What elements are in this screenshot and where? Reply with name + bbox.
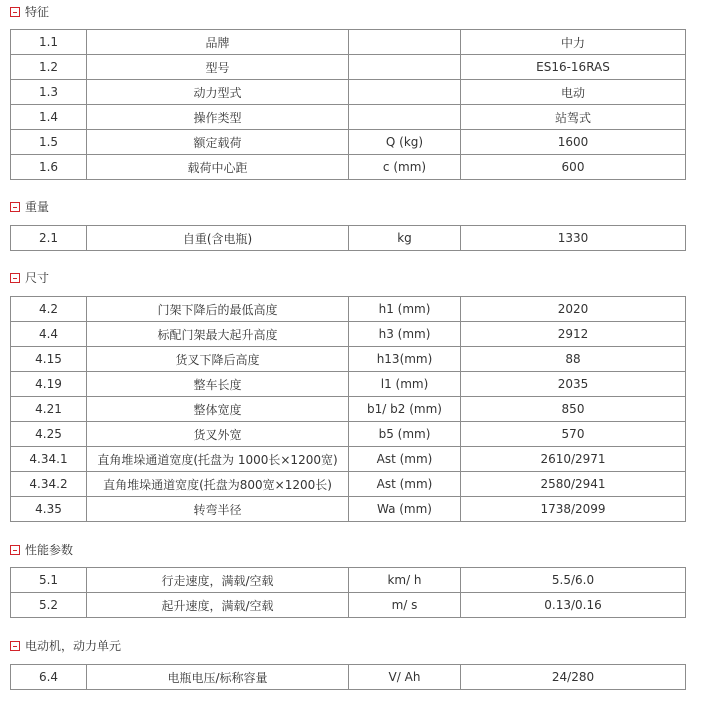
unit-cell: Ast (mm)	[349, 472, 461, 497]
section-header-weight[interactable]	[10, 199, 49, 215]
table-row	[11, 347, 686, 372]
row-number-cell: 6.4	[11, 665, 87, 690]
table-row	[11, 422, 686, 447]
value-cell: 中力	[461, 30, 686, 55]
unit-cell: m/ s	[349, 593, 461, 618]
value-cell: 1330	[461, 226, 686, 251]
item-name-cell: 直角堆垛通道宽度(托盘为800宽×1200长)	[87, 472, 349, 497]
collapse-minus-icon[interactable]	[10, 641, 20, 651]
item-name-cell: 操作类型	[87, 105, 349, 130]
unit-cell: kg	[349, 226, 461, 251]
table-row	[11, 80, 686, 105]
table-row	[11, 397, 686, 422]
table-row	[11, 105, 686, 130]
collapse-minus-icon[interactable]	[10, 7, 20, 17]
row-number-cell: 1.3	[11, 80, 87, 105]
item-name-cell: 动力型式	[87, 80, 349, 105]
table-row	[11, 130, 686, 155]
row-number-cell: 4.34.1	[11, 447, 87, 472]
spec-table-weight	[10, 225, 686, 251]
table-row	[11, 30, 686, 55]
section-title: 性能参数	[25, 543, 74, 557]
value-cell: 2580/2941	[461, 472, 686, 497]
row-number-cell: 5.1	[11, 568, 87, 593]
section-header-performance[interactable]	[10, 542, 73, 558]
collapse-minus-icon[interactable]	[10, 273, 20, 283]
item-name-cell: 起升速度，满载/空载	[87, 593, 349, 618]
row-number-cell: 1.6	[11, 155, 87, 180]
value-cell: 600	[461, 155, 686, 180]
unit-cell: Wa (mm)	[349, 497, 461, 522]
unit-cell: c (mm)	[349, 155, 461, 180]
value-cell: 电动	[461, 80, 686, 105]
row-number-cell: 4.25	[11, 422, 87, 447]
unit-cell	[349, 30, 461, 55]
unit-cell: h3 (mm)	[349, 322, 461, 347]
table-row	[11, 226, 686, 251]
unit-cell: V/ Ah	[349, 665, 461, 690]
row-number-cell: 5.2	[11, 593, 87, 618]
row-number-cell: 4.35	[11, 497, 87, 522]
value-cell: 2912	[461, 322, 686, 347]
row-number-cell: 1.1	[11, 30, 87, 55]
table-row	[11, 593, 686, 618]
row-number-cell: 2.1	[11, 226, 87, 251]
spec-table-performance	[10, 567, 686, 618]
item-name-cell: 货叉下降后高度	[87, 347, 349, 372]
table-row	[11, 447, 686, 472]
spec-table-motor	[10, 664, 686, 690]
value-cell: 570	[461, 422, 686, 447]
item-name-cell: 型号	[87, 55, 349, 80]
row-number-cell: 1.2	[11, 55, 87, 80]
unit-cell	[349, 80, 461, 105]
item-name-cell: 整车长度	[87, 372, 349, 397]
section-title: 电动机，动力单元	[25, 639, 122, 653]
section-title: 特征	[25, 5, 50, 19]
table-row	[11, 472, 686, 497]
item-name-cell: 行走速度，满载/空载	[87, 568, 349, 593]
unit-cell: h13(mm)	[349, 347, 461, 372]
section-title: 尺寸	[25, 271, 50, 285]
collapse-minus-icon[interactable]	[10, 545, 20, 555]
row-number-cell: 4.2	[11, 297, 87, 322]
item-name-cell: 标配门架最大起升高度	[87, 322, 349, 347]
item-name-cell: 额定载荷	[87, 130, 349, 155]
value-cell: 2610/2971	[461, 447, 686, 472]
row-number-cell: 4.19	[11, 372, 87, 397]
value-cell: 24/280	[461, 665, 686, 690]
table-row	[11, 55, 686, 80]
value-cell: ES16-16RAS	[461, 55, 686, 80]
table-row	[11, 497, 686, 522]
item-name-cell: 自重(含电瓶)	[87, 226, 349, 251]
row-number-cell: 1.5	[11, 130, 87, 155]
item-name-cell: 门架下降后的最低高度	[87, 297, 349, 322]
unit-cell: l1 (mm)	[349, 372, 461, 397]
value-cell: 站驾式	[461, 105, 686, 130]
value-cell: 1600	[461, 130, 686, 155]
table-row	[11, 568, 686, 593]
section-title: 重量	[25, 200, 50, 214]
row-number-cell: 4.21	[11, 397, 87, 422]
item-name-cell: 转弯半径	[87, 497, 349, 522]
table-row	[11, 372, 686, 397]
unit-cell: Q (kg)	[349, 130, 461, 155]
row-number-cell: 4.34.2	[11, 472, 87, 497]
value-cell: 1738/2099	[461, 497, 686, 522]
spec-table-features	[10, 29, 686, 180]
table-row	[11, 297, 686, 322]
unit-cell: km/ h	[349, 568, 461, 593]
value-cell: 850	[461, 397, 686, 422]
value-cell: 5.5/6.0	[461, 568, 686, 593]
section-header-dimensions[interactable]	[10, 270, 49, 286]
unit-cell	[349, 55, 461, 80]
value-cell: 88	[461, 347, 686, 372]
value-cell: 2035	[461, 372, 686, 397]
collapse-minus-icon[interactable]	[10, 202, 20, 212]
unit-cell: b5 (mm)	[349, 422, 461, 447]
item-name-cell: 货叉外宽	[87, 422, 349, 447]
section-header-motor[interactable]	[10, 638, 121, 654]
unit-cell	[349, 105, 461, 130]
table-row	[11, 322, 686, 347]
row-number-cell: 4.4	[11, 322, 87, 347]
item-name-cell: 品牌	[87, 30, 349, 55]
item-name-cell: 电瓶电压/标称容量	[87, 665, 349, 690]
table-row	[11, 665, 686, 690]
unit-cell: b1/ b2 (mm)	[349, 397, 461, 422]
unit-cell: Ast (mm)	[349, 447, 461, 472]
value-cell: 2020	[461, 297, 686, 322]
item-name-cell: 整体宽度	[87, 397, 349, 422]
value-cell: 0.13/0.16	[461, 593, 686, 618]
row-number-cell: 1.4	[11, 105, 87, 130]
unit-cell: h1 (mm)	[349, 297, 461, 322]
table-row	[11, 155, 686, 180]
row-number-cell: 4.15	[11, 347, 87, 372]
spec-table-dimensions	[10, 296, 686, 522]
item-name-cell: 载荷中心距	[87, 155, 349, 180]
section-header-features[interactable]	[10, 4, 49, 20]
item-name-cell: 直角堆垛通道宽度(托盘为 1000长×1200宽)	[87, 447, 349, 472]
